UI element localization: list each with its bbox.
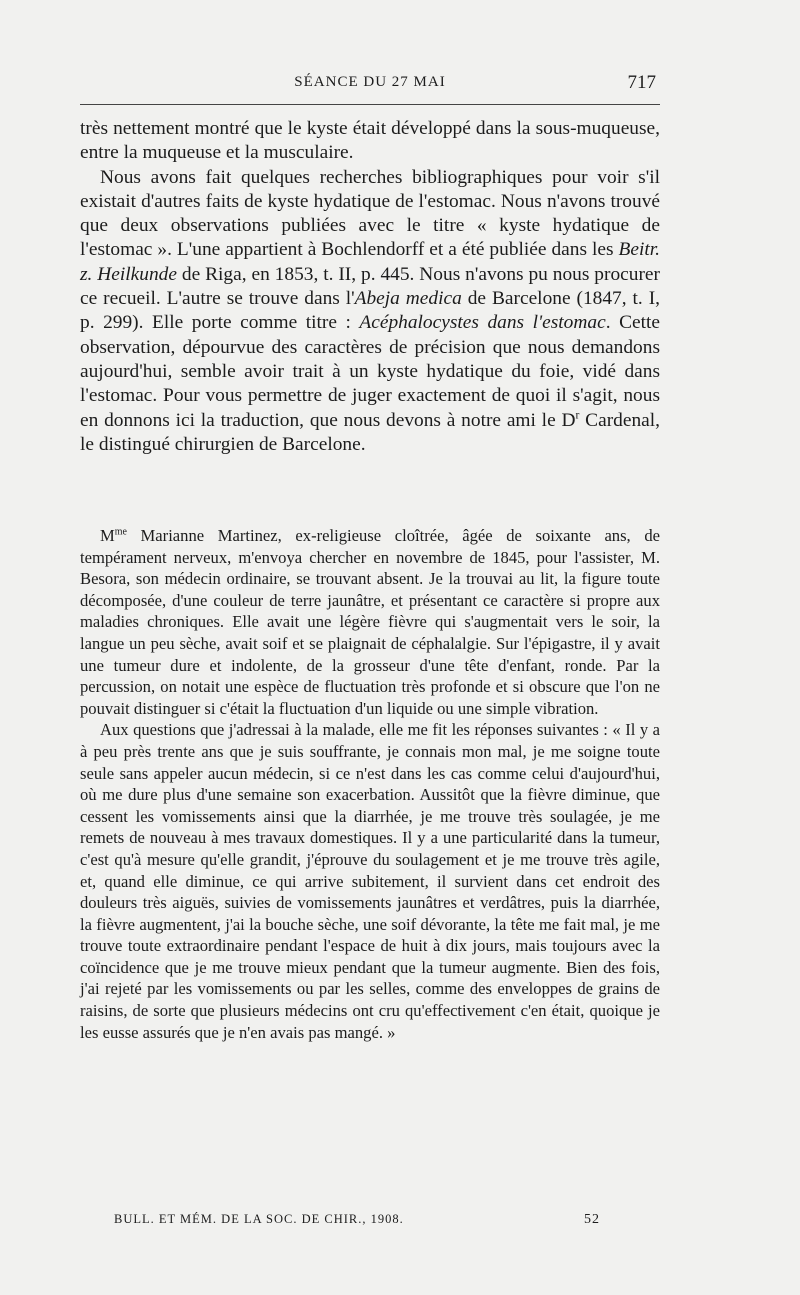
footer-source: BULL. ET MÉM. DE LA SOC. DE CHIR., 1908. xyxy=(114,1212,404,1226)
translated-observation xyxy=(80,525,660,1043)
running-head-title: SÉANCE DU 27 MAI xyxy=(294,74,446,90)
doctor-abbrev-sup: r xyxy=(575,408,580,422)
page-footer xyxy=(80,1212,660,1232)
paragraph-2-text-a: Nous avons fait quelques recherches bibliographiques pour voir s'il existait d'autres faits de kyste hydatique de l'estomac. Nous n'avons trouvé que deux observations publiées avec le titre « kyste hydatique de l'estomac ». L'une appartient à Bochlendorff et a été publiée dans les xyxy=(80,166,660,261)
journal-title-abeja: Abeja medica xyxy=(354,288,462,310)
paragraph-1-text: très nettement montré que le kyste était développé dans la sous-muqueuse, entre la muqueuse et la musculaire. xyxy=(80,118,660,164)
paragraph-2-text-d: . Cette observation, dépourvue des caractères de précision que nous demandons aujourd'hui, semble avoir trait à un kyste hydatique du foie, vidé dans l'estomac. Pour vous permettre de juger exactement de quoi il s'agit, nous en donnons ici la traduction, que nous devons à notre ami le D xyxy=(80,312,660,431)
journal-title-beitr: Beitr. z. Heilkunde xyxy=(80,239,660,285)
header-rule xyxy=(80,104,660,105)
paragraph-2-text-e: Cardenal, le distingué chirurgien de Barcelone. xyxy=(80,409,660,455)
observation-title: Acéphalocystes dans l'estomac xyxy=(359,312,606,334)
paragraph-2-text-b: de Riga, en 1853, t. II, p. 445. Nous n'avons pu nous procurer ce recueil. L'autre se trouve dans l' xyxy=(80,263,660,310)
main-text xyxy=(80,117,660,457)
madame-abbrev: M xyxy=(100,526,115,545)
paragraph-1 xyxy=(80,117,660,166)
running-head xyxy=(80,66,660,96)
madame-abbrev-sup: me xyxy=(114,526,127,538)
page-number: 717 xyxy=(627,72,656,93)
observation-paragraph-1-text: Marianne Martinez, ex-religieuse cloîtrée, âgée de soixante ans, de tempérament nerveux, m'envoya chercher en novembre de 1845, pour l'assister, M. Besora, son médecin ordinaire, se trouvant absent. Je la trouvai au lit, la figure toute décomposée, d'une couleur de terre jaunâtre, et présentant ce caractère si propre aux maladies chroniques. Elle avait une légère fièvre qui s'augmentait vers le soir, la langue un peu sèche, avait soif et se plaignait de céphalalgie. Sur l'épigastre, il y avait une tumeur dure et indolente, de la grosseur d'une tête d'enfant, ronde. Par la percussion, on notait une espèce de fluctuation très profonde et si obscure que l'on ne pouvait distinguer si c'était la fluctuation d'un liquide ou une simple vibration. xyxy=(80,526,660,718)
paragraph-2-text-c: de Barcelone (1847, t. I, p. 299). Elle porte comme titre : xyxy=(80,288,660,334)
observation-paragraph-1 xyxy=(80,525,660,719)
observation-paragraph-2 xyxy=(80,719,660,1043)
footer-signature: 52 xyxy=(584,1212,600,1227)
observation-paragraph-2-text: Aux questions que j'adressai à la malade, elle me fit les réponses suivantes : « Il y a à peu près trente ans que je suis souffrante, je connais mon mal, je me soigne toute seule sans appeler aucun médecin, si ce n'est dans les cas comme celui d'aujourd'hui, où me dure plus d'une semaine son exacerbation. Aussitôt que la fièvre diminue, que cessent les vomissements ainsi que la diarrhée, je me trouve très soulagée, je me remets de nouveau à mes travaux domestiques. Il y a une particularité dans la tumeur, c'est qu'à mesure qu'elle grandit, j'éprouve du soulagement et je me trouve très agile, et, quand elle diminue, ce qui arrive subitement, il survient dans cet endroit des douleurs très aiguës, suivies de vomissements jaunâtres et verdâtres, puis la diarrhée, la fièvre augmentent, j'ai la bouche sèche, une soif dévorante, la tête me fait mal, je me trouve toute extraordinaire pendant l'espace de huit à dix jours, mais toujours avec la coïncidence que je me trouve mieux pendant que la tumeur augmente. Bien des fois, j'ai rejeté par les vomissements ou par les selles, comme des enveloppes de grains de raisins, de sorte que plusieurs médecins ont cru qu'effectivement c'en était, quoique je les eusse assurés que je n'en avais pas mangé. » xyxy=(80,720,660,1042)
paragraph-2 xyxy=(80,166,660,458)
